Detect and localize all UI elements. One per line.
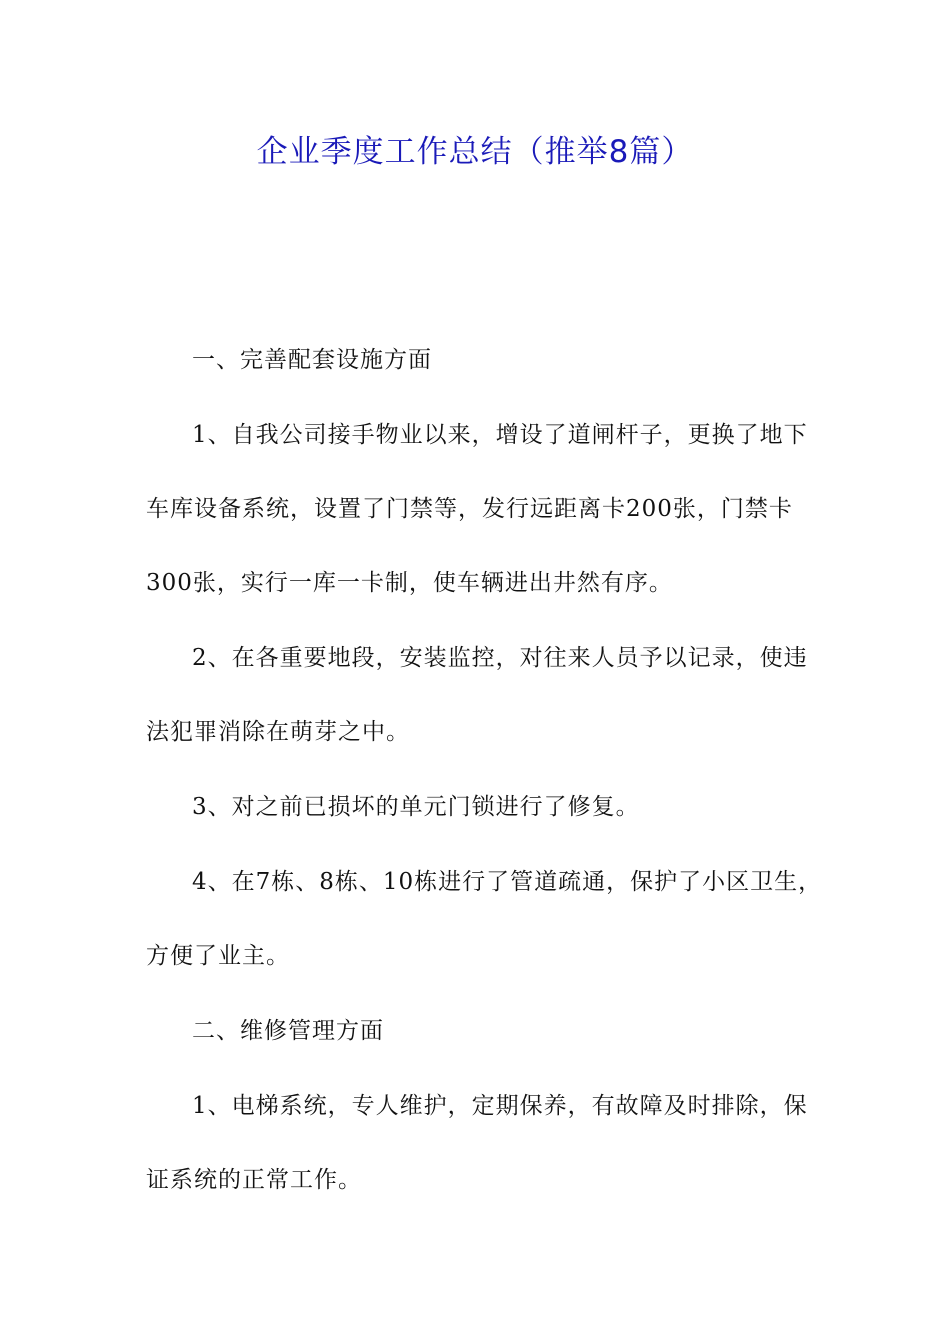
paragraph-line: 2、在各重要地段，安装监控，对往来人员予以记录，使违	[192, 645, 808, 671]
section-heading-1: 一、完善配套设施方面	[192, 347, 432, 373]
paragraph-line: 1、电梯系统，专人维护，定期保养，有故障及时排除，保	[192, 1093, 808, 1119]
paragraph-line: 证系统的正常工作。	[146, 1167, 362, 1193]
paragraph-line: 300张，实行一库一卡制，使车辆进出井然有序。	[146, 570, 673, 596]
paragraph-line: 3、对之前已损坏的单元门锁进行了修复。	[192, 794, 640, 820]
paragraph-line: 法犯罪消除在萌芽之中。	[146, 719, 410, 745]
paragraph-line: 4、在7栋、8栋、10栋进行了管道疏通，保护了小区卫生，	[192, 869, 823, 895]
paragraph-line: 方便了业主。	[146, 943, 290, 969]
paragraph-line: 1、自我公司接手物业以来，增设了道闸杆子，更换了地下	[192, 422, 808, 448]
section-heading-2: 二、维修管理方面	[192, 1018, 384, 1044]
document-title: 企业季度工作总结（推举8篇）	[256, 134, 694, 170]
paragraph-line: 车库设备系统，设置了门禁等，发行远距离卡200张，门禁卡	[146, 496, 793, 522]
